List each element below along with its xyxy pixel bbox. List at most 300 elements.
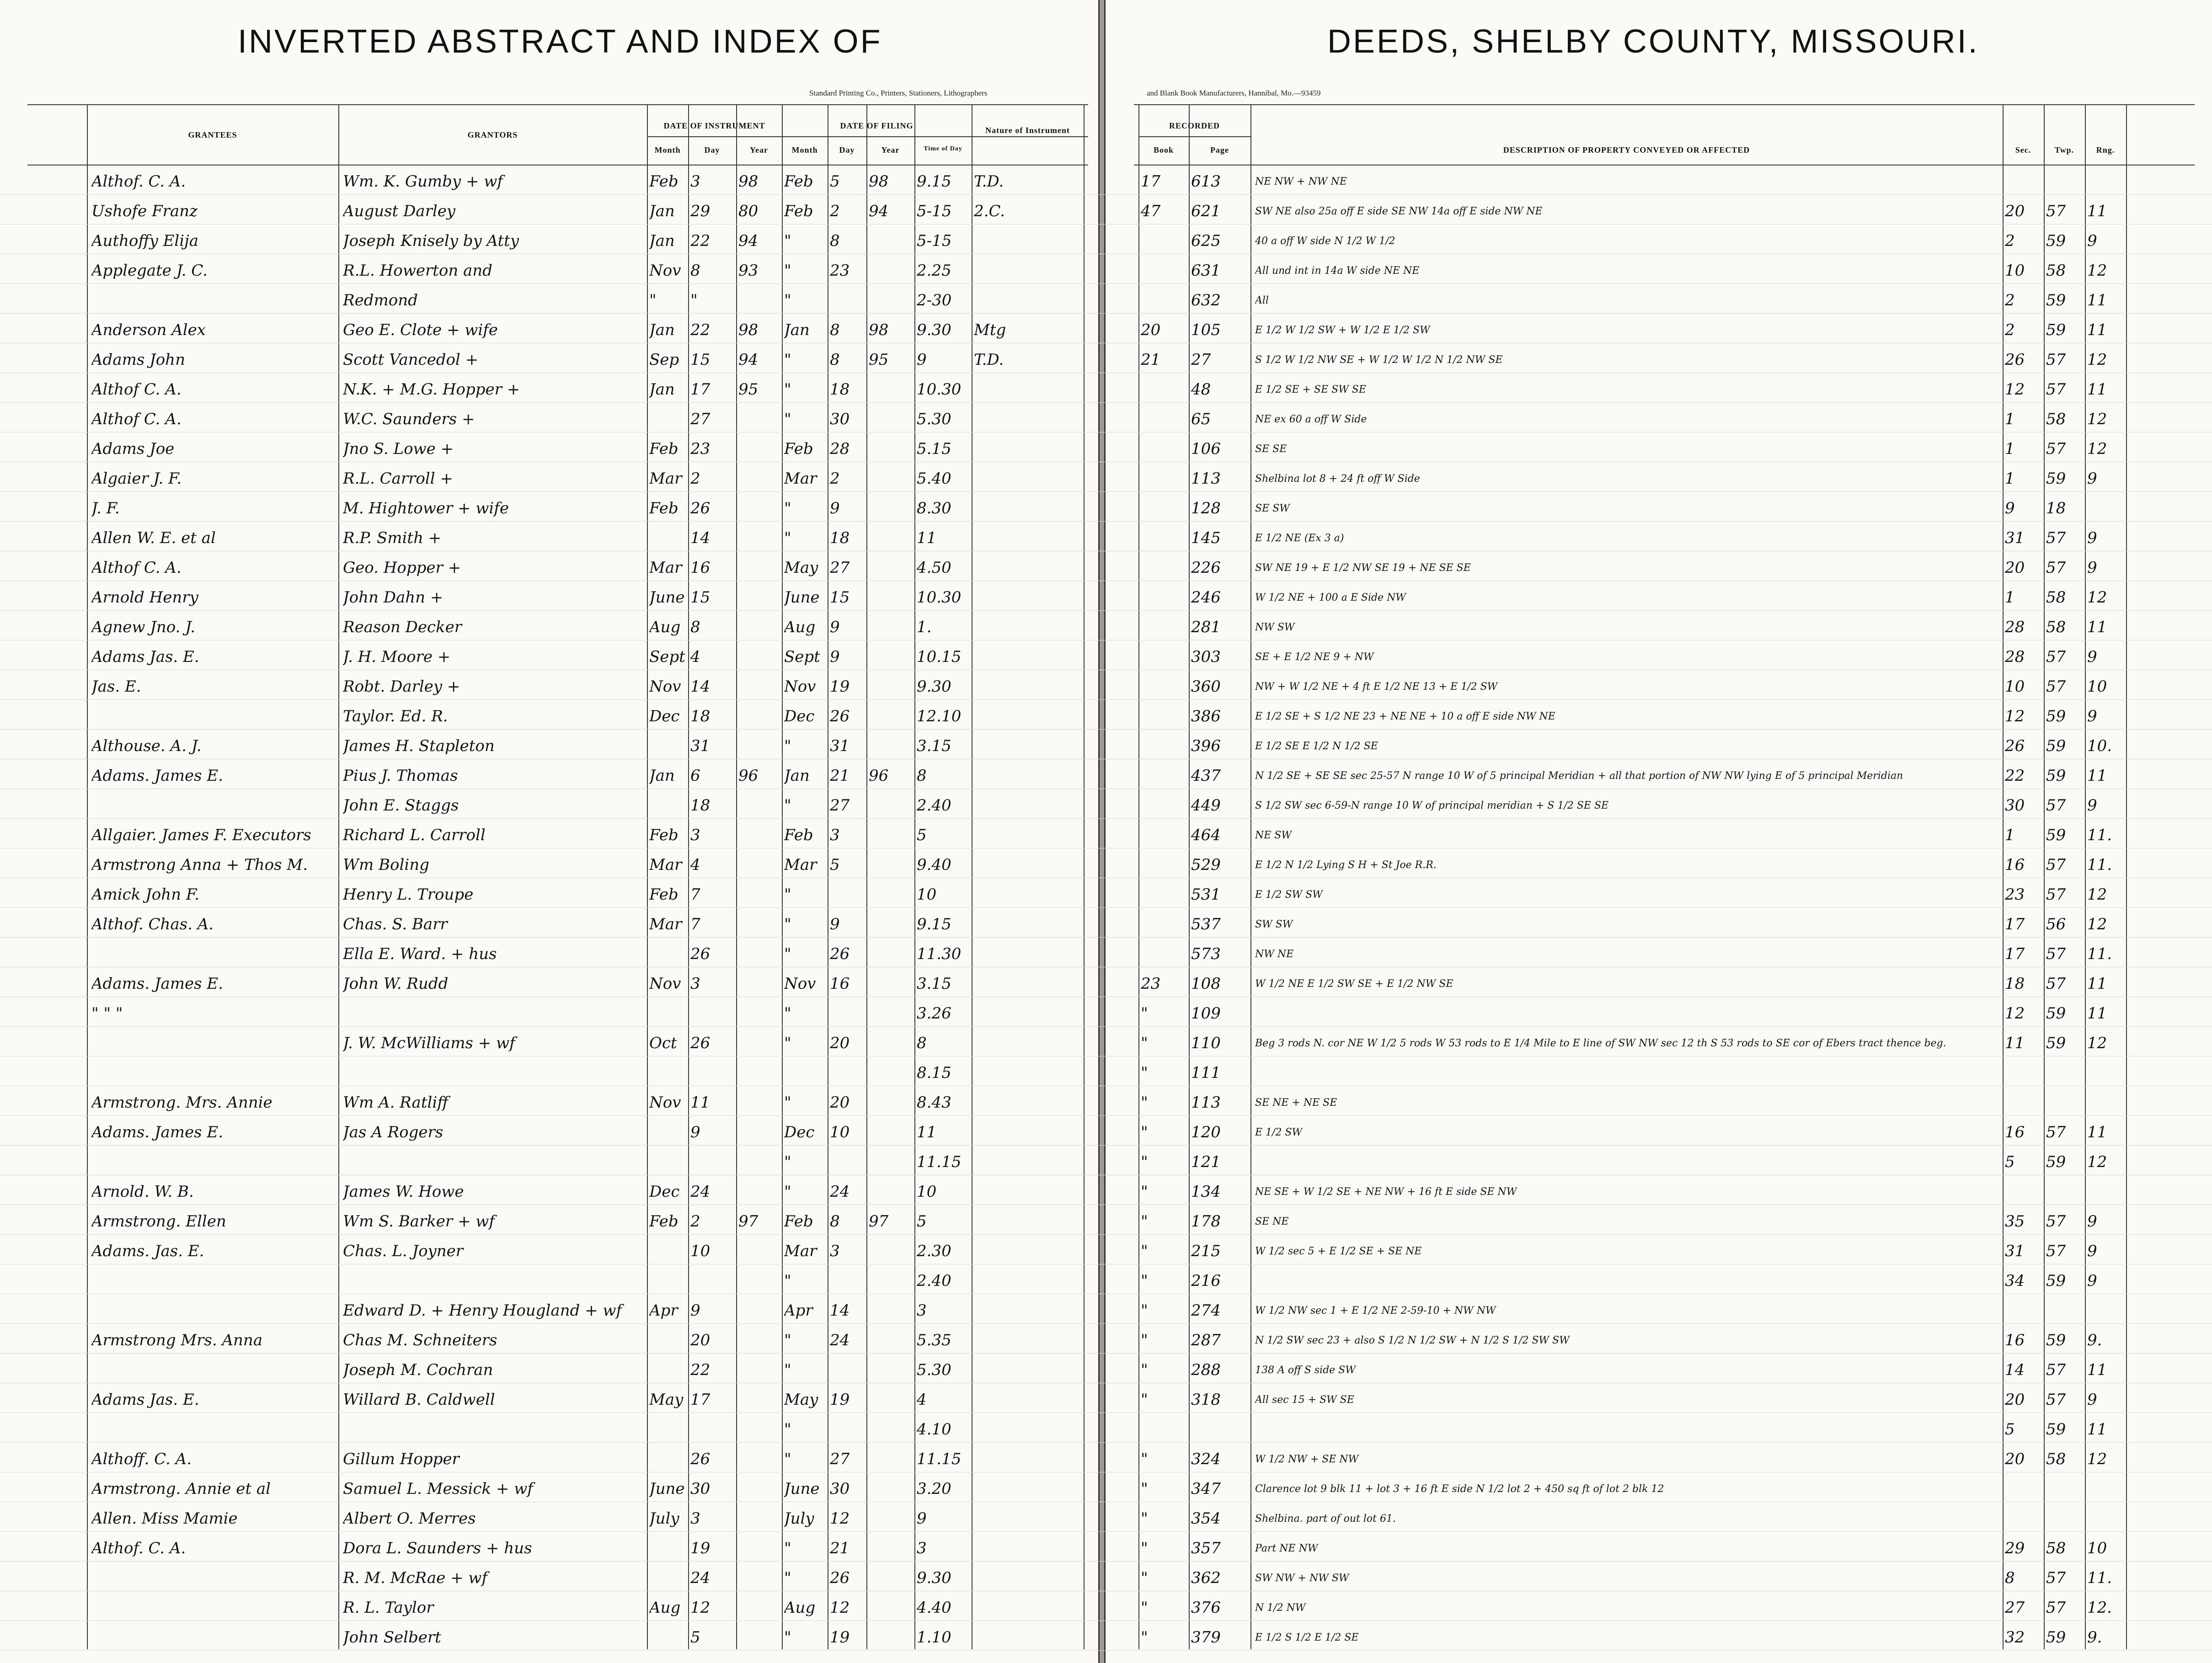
ledger-cell: 11. (2087, 945, 2112, 963)
ledger-cell: Althof C. A. (91, 559, 182, 577)
ledger-cell: 4 (917, 1391, 927, 1409)
ledger-cell: Feb (784, 1212, 813, 1231)
ledger-cell: 31 (2005, 1242, 2025, 1260)
ledger-row (0, 615, 2212, 640)
ledger-cell: 625 (1191, 232, 1221, 250)
ledger-cell: " (1141, 1093, 1148, 1112)
ledger-cell: 22 (2005, 767, 2025, 785)
ledger-cell: 17 (690, 1391, 711, 1409)
ledger-cell: 12.10 (917, 707, 962, 725)
ledger-cell: 59 (2046, 291, 2066, 309)
ledger-cell: 5 (917, 1212, 927, 1231)
ledger-cell: 11. (2087, 1569, 2112, 1587)
ledger-cell: 58 (2046, 1539, 2066, 1557)
ledger-cell: 2.40 (917, 796, 951, 815)
ledger-cell: " (1141, 1539, 1148, 1557)
ledger-cell: 93 (738, 261, 759, 280)
ledger-cell: 8 (2005, 1569, 2015, 1587)
ledger-row (0, 1209, 2212, 1235)
ledger-cell: Nov (649, 261, 681, 280)
ledger-cell: 106 (1191, 440, 1221, 458)
ledger-cell: " (784, 1420, 791, 1439)
ledger-cell: 22 (690, 232, 711, 250)
ledger-cell: 26 (2005, 351, 2025, 369)
ledger-cell: Dec (784, 1123, 815, 1141)
ledger-cell: 2.40 (917, 1272, 951, 1290)
ledger-cell: " (1141, 1450, 1148, 1468)
ledger-cell: E 1/2 SW (1255, 1127, 1303, 1138)
ledger-cell: " (784, 232, 791, 250)
ledger-cell: 8.43 (917, 1093, 951, 1112)
ledger-cell: " (784, 885, 791, 904)
ledger-row (0, 674, 2212, 700)
ledger-cell: 2.25 (917, 261, 951, 280)
ledger-cell: Sept (784, 648, 820, 666)
ledger-cell: 531 (1191, 885, 1221, 904)
ledger-cell: 386 (1191, 707, 1221, 725)
ledger-cell: " (1141, 1301, 1148, 1320)
ledger-cell: NE SW (1255, 830, 1292, 841)
ledger-row (0, 1566, 2212, 1591)
ledger-cell: 5 (830, 856, 840, 874)
ledger-cell: 94 (738, 232, 759, 250)
ledger-cell: 8.15 (917, 1064, 951, 1082)
ledger-cell: 449 (1191, 796, 1221, 815)
ledger-cell: 35 (2005, 1212, 2025, 1231)
ledger-cell: 57 (2046, 1599, 2066, 1617)
ledger-cell: 9.30 (917, 677, 951, 696)
ledger-cell: 21 (830, 767, 850, 785)
ledger-cell: Adams. James E. (91, 767, 224, 785)
ledger-cell: Armstrong. Annie et al (91, 1480, 271, 1498)
ledger-cell: 57 (2046, 1569, 2066, 1587)
ledger-row (0, 526, 2212, 551)
ledger-cell: 30 (830, 410, 850, 428)
ledger-row (0, 169, 2212, 195)
ledger-cell: 20 (2005, 1450, 2025, 1468)
ledger-cell: R.P. Smith + (343, 529, 442, 547)
ledger-row (0, 1595, 2212, 1621)
ledger-cell: 98 (869, 321, 889, 339)
ledger-cell: SW NW + NW SW (1255, 1572, 1349, 1584)
ledger-cell: Part NE NW (1255, 1543, 1318, 1554)
ledger-cell: 12 (2087, 1034, 2107, 1052)
ledger-cell: 110 (1191, 1034, 1221, 1052)
ledger-cell: Feb (649, 172, 679, 191)
ledger-cell: 2 (2005, 232, 2015, 250)
ledger-cell: Jas A Rogers (343, 1123, 443, 1141)
ledger-row (0, 1506, 2212, 1532)
ledger-cell: 57 (2046, 796, 2066, 815)
ledger-cell: Althouse. A. J. (91, 737, 202, 755)
ledger-cell: 318 (1191, 1391, 1221, 1409)
ledger-cell: 17 (1141, 172, 1161, 191)
ledger-cell: 11 (690, 1093, 711, 1112)
ledger-cell: 11 (917, 529, 937, 547)
ledger-cell: Adams Joe (91, 440, 175, 458)
ledger-cell: " (784, 1628, 791, 1647)
ledger-cell: 57 (2046, 1242, 2066, 1260)
ledger-cell: 3 (690, 1509, 700, 1528)
ledger-cell: R.L. Carroll + (343, 469, 453, 488)
ledger-cell: E 1/2 S 1/2 E 1/2 SE (1255, 1632, 1359, 1643)
ledger-cell: 6 (690, 767, 700, 785)
header-book: Book (1153, 145, 1174, 155)
ledger-cell: 2 (690, 1212, 700, 1231)
ledger-cell: 57 (2046, 529, 2066, 547)
ledger-row (0, 1150, 2212, 1175)
ledger-cell: Apr (649, 1301, 678, 1320)
ledger-cell: 20 (830, 1093, 850, 1112)
ledger-cell: " (784, 1034, 791, 1052)
ledger-cell: 8 (690, 261, 700, 280)
ledger-cell: " (784, 1153, 791, 1171)
ledger-cell: Nov (784, 677, 816, 696)
ledger-row (0, 555, 2212, 581)
ledger-cell: Feb (649, 826, 679, 844)
ledger-cell: 3 (830, 1242, 840, 1260)
header-top-rule-right (1134, 104, 2195, 105)
header-twp: Twp. (2054, 145, 2074, 155)
ledger-cell: 9 (2005, 499, 2015, 517)
header-year: Year (750, 145, 768, 155)
ledger-cell: N 1/2 SW sec 23 + also S 1/2 N 1/2 SW + N 1/2 S 1/2 SW SW (1255, 1335, 1570, 1346)
ledger-cell: 27 (830, 796, 850, 815)
ledger-cell: 12 (2087, 1153, 2107, 1171)
ledger-cell: 19 (830, 1391, 850, 1409)
ledger-cell: 287 (1191, 1331, 1221, 1349)
ledger-cell: 11.15 (917, 1450, 962, 1468)
ledger-cell: 529 (1191, 856, 1221, 874)
ledger-cell: Mar (649, 915, 682, 933)
ledger-cell: SW SW (1255, 919, 1293, 930)
ledger-cell: 57 (2046, 885, 2066, 904)
ledger-cell: SE + E 1/2 NE 9 + NW (1255, 651, 1374, 663)
ledger-cell: 95 (738, 380, 759, 399)
ledger-cell: 59 (2046, 1420, 2066, 1439)
ledger-cell: 30 (830, 1480, 850, 1498)
ledger-cell: 324 (1191, 1450, 1221, 1468)
ledger-cell: E 1/2 SW SW (1255, 889, 1323, 901)
ledger-cell: 379 (1191, 1628, 1221, 1647)
ledger-cell: 14 (2005, 1361, 2025, 1379)
ledger-cell: 9.30 (917, 321, 951, 339)
ledger-cell: 28 (2005, 648, 2025, 666)
ledger-cell: 437 (1191, 767, 1221, 785)
ledger-cell: 396 (1191, 737, 1221, 755)
ledger-cell: 23 (2005, 885, 2025, 904)
ledger-cell: Armstrong. Ellen (91, 1212, 226, 1231)
ledger-cell: Mar (784, 1242, 817, 1260)
ledger-cell: " " " (91, 1004, 123, 1023)
ledger-cell: 4 (690, 856, 700, 874)
ledger-cell: Althof C. A. (91, 380, 182, 399)
ledger-cell: " (784, 261, 791, 280)
ledger-cell: 2.C. (974, 202, 1005, 220)
ledger-cell: Feb (649, 499, 679, 517)
header-description: DESCRIPTION OF PROPERTY CONVEYED OR AFFECTED (1503, 145, 1750, 155)
ledger-cell: 18 (690, 707, 711, 725)
ledger-cell: 109 (1191, 1004, 1221, 1023)
ledger-cell: 113 (1191, 1093, 1221, 1112)
ledger-cell: 226 (1191, 559, 1221, 577)
ledger-cell: Chas. S. Barr (343, 915, 448, 933)
ledger-cell: 59 (2046, 826, 2066, 844)
ledger-cell: R. M. McRae + wf (343, 1569, 488, 1587)
ledger-cell: Edward D. + Henry Hougland + wf (343, 1301, 622, 1320)
ledger-row (0, 1417, 2212, 1443)
ledger-cell: SW NE 19 + E 1/2 NW SE 19 + NE SE SE (1255, 562, 1471, 574)
ledger-cell: 58 (2046, 588, 2066, 607)
ledger-cell: 11 (2087, 380, 2107, 399)
ledger-cell: 12 (830, 1509, 850, 1528)
ledger-row (0, 1476, 2212, 1502)
ledger-cell: " (690, 291, 698, 309)
ledger-cell: Allen W. E. et al (91, 529, 216, 547)
ledger-cell: 5 (830, 172, 840, 191)
ledger-cell: 5.30 (917, 1361, 951, 1379)
ledger-cell: Geo. Hopper + (343, 559, 461, 577)
ledger-cell: " (1141, 1628, 1148, 1647)
ledger-cell: 5 (2005, 1420, 2015, 1439)
ledger-cell: 12 (2087, 261, 2107, 280)
ledger-cell: 9 (2087, 529, 2097, 547)
ledger-cell: " (784, 1361, 791, 1379)
ledger-cell: 96 (738, 767, 759, 785)
ledger-cell: 12 (2087, 885, 2107, 904)
header-filing-year: Year (881, 145, 900, 155)
ledger-cell: 362 (1191, 1569, 1221, 1587)
ledger-cell: 14 (690, 529, 711, 547)
ledger-cell: " (1141, 1480, 1148, 1498)
ledger-cell: 94 (869, 202, 889, 220)
ledger-cell: S 1/2 W 1/2 NW SE + W 1/2 W 1/2 N 1/2 NW SE (1255, 354, 1503, 366)
ledger-row (0, 793, 2212, 819)
ledger-cell: 8 (917, 767, 927, 785)
ledger-cell: Armstrong Anna + Thos M. (91, 856, 308, 874)
ledger-cell: 18 (2005, 975, 2025, 993)
ledger-cell: 31 (690, 737, 711, 755)
ledger-cell: Nov (649, 1093, 681, 1112)
ledger-cell: Redmond (343, 291, 418, 309)
ledger-cell: 59 (2046, 737, 2066, 755)
ledger-row (0, 1001, 2212, 1027)
ledger-cell: 5-15 (917, 232, 952, 250)
ledger-cell: 3.26 (917, 1004, 951, 1023)
ledger-cell: 12 (2087, 410, 2107, 428)
ledger-cell: Sept (649, 648, 685, 666)
ledger-cell: 11 (2087, 1123, 2107, 1141)
ledger-cell: " (784, 291, 791, 309)
ledger-cell: " (784, 1569, 791, 1587)
ledger-cell: Jan (649, 767, 675, 785)
ledger-cell: 4.50 (917, 559, 951, 577)
ledger-cell: 1 (2005, 410, 2015, 428)
ledger-cell: 95 (869, 351, 889, 369)
ledger-cell: 16 (2005, 1331, 2025, 1349)
ledger-cell: 23 (690, 440, 711, 458)
ledger-cell: 57 (2046, 1391, 2066, 1409)
ledger-cell: Armstrong Mrs. Anna (91, 1331, 263, 1349)
ledger-cell: 3 (690, 172, 700, 191)
ledger-cell: 573 (1191, 945, 1221, 963)
ledger-cell: Wm A. Ratliff (343, 1093, 449, 1112)
ledger-cell: J. H. Moore + (343, 648, 451, 666)
ledger-cell: " (784, 1331, 791, 1349)
ledger-cell: 20 (1141, 321, 1161, 339)
ledger-cell: Albert O. Merres (343, 1509, 476, 1528)
ledger-cell: SE NE + NE SE (1255, 1097, 1337, 1109)
ledger-cell: Authoffy Elija (91, 232, 198, 250)
ledger-cell: 9.15 (917, 172, 951, 191)
ledger-cell: Shelbina lot 8 + 24 ft off W Side (1255, 473, 1420, 485)
ledger-row (0, 1090, 2212, 1116)
ledger-cell: 59 (2046, 232, 2066, 250)
ledger-cell: Jan (784, 321, 810, 339)
ledger-cell: 20 (2005, 1391, 2025, 1409)
ledger-cell: 113 (1191, 469, 1221, 488)
ledger-cell: 9 (2087, 232, 2097, 250)
imprint-left: Standard Printing Co., Printers, Stationers, Lithographers (809, 89, 988, 97)
ledger-row (0, 971, 2212, 997)
ledger-cell: Adams. James E. (91, 975, 224, 993)
ledger-cell: 20 (690, 1331, 711, 1349)
header-top-rule (27, 104, 1088, 105)
ledger-cell: 57 (2046, 1212, 2066, 1231)
ledger-cell: E 1/2 W 1/2 SW + W 1/2 E 1/2 SW (1255, 325, 1430, 336)
ledger-cell: Adams. Jas. E. (91, 1242, 204, 1260)
ledger-cell: 58 (2046, 618, 2066, 636)
ledger-cell: Nov (784, 975, 816, 993)
ledger-row (0, 585, 2212, 611)
ledger-row (0, 1120, 2212, 1146)
ledger-cell: Anderson Alex (91, 321, 206, 339)
ledger-cell: 11. (2087, 826, 2112, 844)
ledger-cell: 4.40 (917, 1599, 951, 1617)
ledger-cell: 2.30 (917, 1242, 951, 1260)
ledger-cell: " (784, 1272, 791, 1290)
ledger-cell: 21 (830, 1539, 850, 1557)
ledger-row (0, 496, 2212, 522)
ledger-cell: NE ex 60 a off W Side (1255, 414, 1367, 425)
ledger-cell: Jno S. Lowe + (343, 440, 454, 458)
header-date-of-instrument: DATE OF INSTRUMENT (663, 121, 765, 130)
ledger-cell: 9.30 (917, 1569, 951, 1587)
ledger-cell: 105 (1191, 321, 1221, 339)
ledger-row (0, 258, 2212, 284)
ledger-cell: Jas. E. (91, 677, 141, 696)
ledger-cell: Mar (649, 856, 682, 874)
ledger-cell: 121 (1191, 1153, 1221, 1171)
ledger-cell: " (1141, 1391, 1148, 1409)
ledger-cell: 11 (917, 1123, 937, 1141)
ledger-cell: " (784, 380, 791, 399)
ledger-cell: 98 (738, 321, 759, 339)
ledger-cell: 47 (1141, 202, 1161, 220)
ledger-cell: Armstrong. Mrs. Annie (91, 1093, 272, 1112)
ledger-cell: N 1/2 NW (1255, 1602, 1306, 1614)
ledger-cell: 27 (830, 1450, 850, 1468)
ledger-row (0, 1239, 2212, 1264)
ledger-cell: May (784, 1391, 818, 1409)
ledger-cell: 9 (917, 351, 927, 369)
ledger-cell: 11 (2087, 291, 2107, 309)
ledger-cell: 9 (2087, 707, 2097, 725)
ledger-cell: 10.15 (917, 648, 962, 666)
ledger-cell: Oct (649, 1034, 677, 1052)
ledger-row (0, 1447, 2212, 1472)
ledger-cell: 537 (1191, 915, 1221, 933)
ledger-row (0, 466, 2212, 492)
ledger-cell: Feb (784, 440, 813, 458)
ledger-cell: N.K. + M.G. Hopper + (343, 380, 520, 399)
ledger-cell: 10.30 (917, 588, 962, 607)
ledger-cell: 12 (2087, 915, 2107, 933)
ledger-cell: 58 (2046, 261, 2066, 280)
ledger-cell: " (1141, 1064, 1148, 1082)
ledger-cell: Nov (649, 677, 681, 696)
ledger-cell: 3.20 (917, 1480, 951, 1498)
ledger-row (0, 823, 2212, 848)
ledger-cell: " (649, 291, 657, 309)
ledger-cell: Althoff. C. A. (91, 1450, 192, 1468)
ledger-cell: 288 (1191, 1361, 1221, 1379)
ledger-cell: 138 A off S side SW (1255, 1365, 1356, 1376)
ledger-cell: 12 (690, 1599, 711, 1617)
ledger-cell: " (1141, 1123, 1148, 1141)
ledger-row (0, 288, 2212, 314)
ledger-cell: 15 (830, 588, 850, 607)
ledger-cell: John Selbert (343, 1628, 441, 1647)
ledger-cell: 11 (2087, 321, 2107, 339)
ledger-cell: " (784, 529, 791, 547)
ledger-cell: 10 (2005, 261, 2025, 280)
ledger-cell: John E. Staggs (343, 796, 459, 815)
ledger-cell: Mar (649, 559, 682, 577)
ledger-cell: 11 (2005, 1034, 2025, 1052)
ledger-cell: 19 (830, 1628, 850, 1647)
ledger-cell: Althof C. A. (91, 410, 182, 428)
ledger-cell: 8.30 (917, 499, 951, 517)
ledger-cell: 15 (690, 351, 711, 369)
ledger-cell: Nov (649, 975, 681, 993)
ledger-cell: 16 (2005, 856, 2025, 874)
ledger-row (0, 1625, 2212, 1651)
ledger-cell: 27 (1191, 351, 1211, 369)
ledger-row (0, 942, 2212, 967)
ledger-cell: 26 (690, 1450, 711, 1468)
ledger-cell: 65 (1191, 410, 1211, 428)
ledger-cell: Adams Jas. E. (91, 1391, 199, 1409)
header-sec: Sec. (2015, 145, 2031, 155)
ledger-cell: 59 (2046, 1272, 2066, 1290)
ledger-cell: 58 (2046, 410, 2066, 428)
ledger-cell: 20 (2005, 202, 2025, 220)
ledger-cell: 59 (2046, 321, 2066, 339)
ledger-cell: E 1/2 N 1/2 Lying S H + St Joe R.R. (1255, 859, 1437, 871)
ledger-row (0, 1269, 2212, 1294)
ledger-cell: 16 (690, 559, 711, 577)
ledger-cell: Aug (784, 618, 816, 636)
ledger-cell: Allen. Miss Mamie (91, 1509, 238, 1528)
ledger-cell: 246 (1191, 588, 1221, 607)
ledger-cell: 10 (2087, 677, 2107, 696)
ledger-cell: " (1141, 1361, 1148, 1379)
ledger-cell: 34 (2005, 1272, 2025, 1290)
ledger-cell: Feb (649, 885, 679, 904)
ledger-cell: 5.35 (917, 1331, 951, 1349)
ledger-cell: 14 (830, 1301, 850, 1320)
